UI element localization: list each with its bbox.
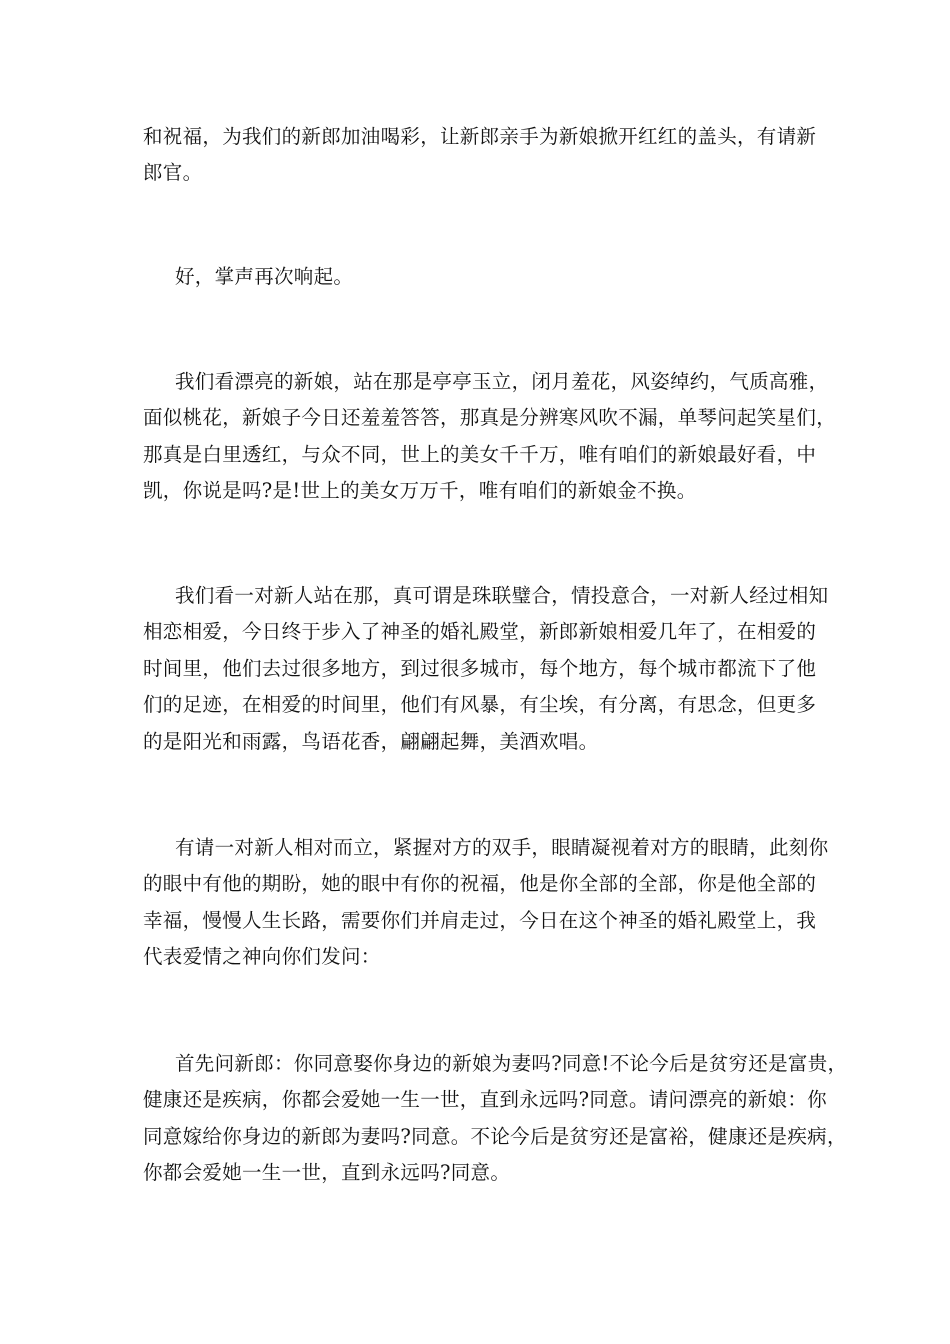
text-line: 和祝福，为我们的新郎加油喝彩，让新郎亲手为新娘掀开红红的盖头，有请新	[143, 125, 817, 148]
text-line: 郎官。	[143, 161, 203, 185]
text-line: 的眼中有他的期盼，她的眼中有你的祝福，他是你全部的全部，你是他全部的	[143, 872, 817, 896]
text-line: 幸福，慢慢人生长路，需要你们并肩走过，今日在这个神圣的婚礼殿堂上，我	[143, 908, 817, 932]
text-line: 凯，你说是吗?是!世上的美女万万千，唯有咱们的新娘金不换。	[143, 479, 697, 503]
text-line: 你都会爱她一生一世，直到永远吗?同意。	[143, 1161, 511, 1185]
text-line: 的是阳光和雨露，鸟语花香，翩翩起舞，美酒欢唱。	[143, 729, 599, 753]
text-line: 我们看一对新人站在那，真可谓是珠联璧合，情投意合，一对新人经过相知	[175, 584, 829, 607]
paragraph-1	[143, 119, 823, 192]
text-line: 面似桃花，新娘子今日还羞羞答答，那真是分辨寒风吹不漏，单琴问起笑星们，	[143, 406, 837, 430]
text-line: 代表爱情之神向你们发问：	[143, 945, 381, 969]
text-line: 那真是白里透红，与众不同，世上的美女千千万，唯有咱们的新娘最好看，中	[143, 442, 817, 466]
text-line: 健康还是疾病，你都会爱她一生一世，直到永远吗?同意。请问漂亮的新娘：你	[143, 1088, 827, 1112]
paragraph-5	[143, 830, 829, 976]
text-line: 首先问新郎：你同意娶你身边的新娘为妻吗?同意!不论今后是贫穷还是富贵，	[175, 1052, 848, 1075]
paragraph-2	[143, 259, 823, 295]
paragraph-6	[143, 1046, 848, 1192]
text-line: 有请一对新人相对而立，紧握对方的双手，眼睛凝视着对方的眼睛，此刻你	[175, 836, 829, 859]
paragraph-4	[143, 578, 829, 760]
text-line: 们的足迹，在相爱的时间里，他们有风暴，有尘埃，有分离，有思念，但更多	[143, 693, 817, 717]
text-line: 我们看漂亮的新娘，站在那是亭亭玉立，闭月羞花，风姿绰约，气质高雅，	[175, 370, 829, 393]
paragraph-3	[143, 364, 837, 510]
text-line: 相恋相爱，今日终于步入了神圣的婚礼殿堂，新郎新娘相爱几年了，在相爱的	[143, 620, 817, 644]
text-line: 同意嫁给你身边的新郎为妻吗?同意。不论今后是贫穷还是富裕，健康还是疾病，	[143, 1124, 847, 1148]
text-line: 时间里，他们去过很多地方，到过很多城市，每个地方，每个城市都流下了他	[143, 656, 817, 680]
text-line: 好，掌声再次响起。	[175, 265, 354, 288]
